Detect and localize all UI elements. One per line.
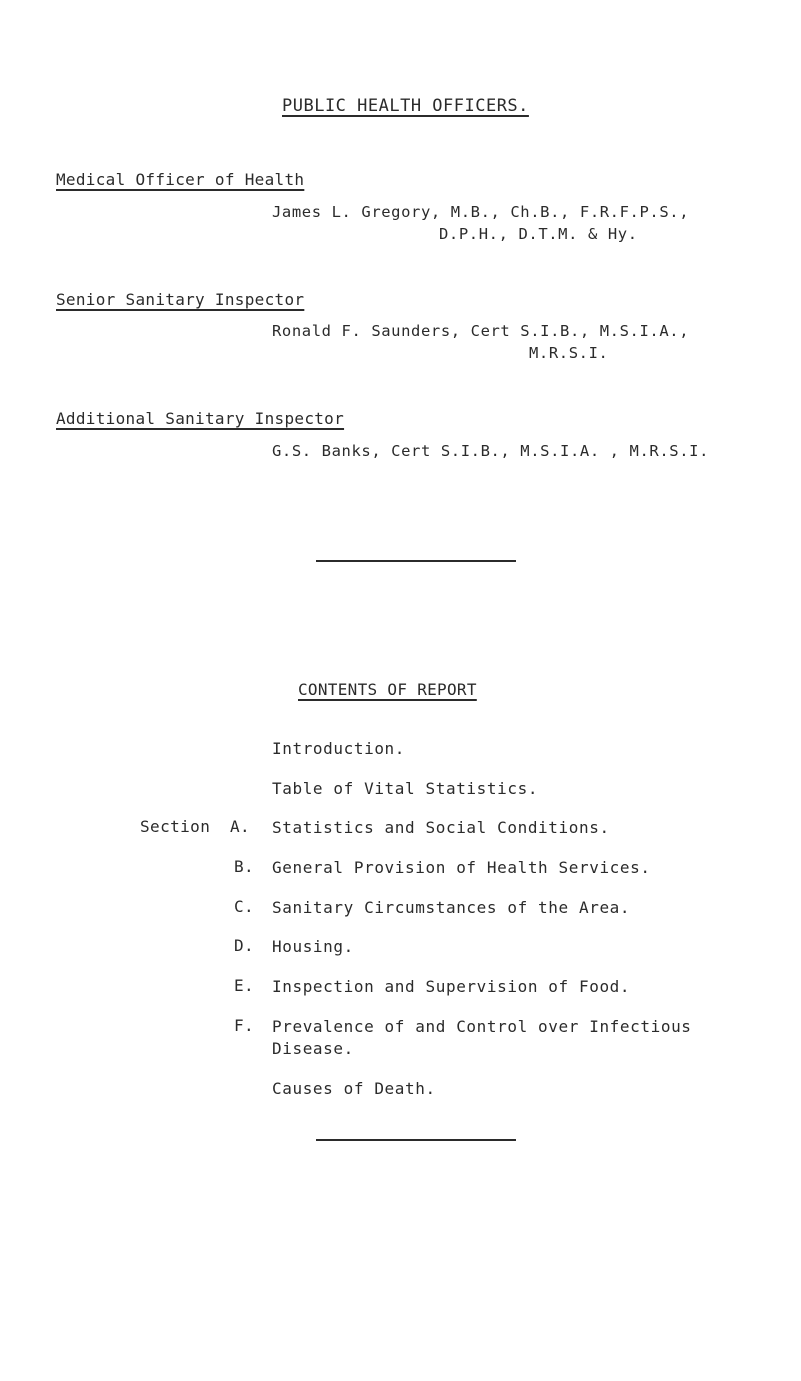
officer-role-additional-inspector: Additional Sanitary Inspector: [56, 409, 345, 428]
contents-item-e: Inspection and Supervision of Food.: [272, 977, 631, 996]
officer-name-medical-line2: D.P.H., D.T.M. & Hy.: [439, 225, 638, 243]
contents-label-b: B.: [234, 857, 255, 876]
officer-name-senior-line1: Ronald F. Saunders, Cert S.I.B., M.S.I.A.,: [272, 322, 690, 340]
officer-name-senior-line2: M.R.S.I.: [529, 344, 609, 362]
contents-label-e: E.: [234, 976, 255, 995]
contents-label-d: D.: [234, 936, 255, 955]
contents-item-b: General Provision of Health Services.: [272, 858, 651, 877]
contents-item-introduction: Introduction.: [272, 739, 406, 758]
contents-label-c: C.: [234, 897, 255, 916]
contents-label-f: F.: [234, 1016, 255, 1035]
contents-item-d: Housing.: [272, 937, 354, 956]
contents-item-f-line1: Prevalence of and Control over Infectious: [272, 1017, 692, 1036]
contents-item-a: Statistics and Social Conditions.: [272, 818, 610, 837]
section-divider: [316, 560, 516, 562]
contents-title: CONTENTS OF REPORT: [298, 680, 477, 699]
contents-section-word: Section: [140, 817, 211, 836]
contents-label-a: A.: [230, 817, 251, 836]
officer-name-medical-line1: James L. Gregory, M.B., Ch.B., F.R.F.P.S.,: [272, 203, 690, 221]
contents-item-causes-of-death: Causes of Death.: [272, 1079, 436, 1098]
contents-item-f-line2: Disease.: [272, 1039, 354, 1058]
bottom-divider: [316, 1139, 516, 1141]
contents-item-vital-statistics: Table of Vital Statistics.: [272, 779, 539, 798]
page-title: PUBLIC HEALTH OFFICERS.: [282, 96, 529, 116]
officer-name-additional: G.S. Banks, Cert S.I.B., M.S.I.A. , M.R.S.I.: [272, 442, 709, 460]
officer-role-senior-inspector: Senior Sanitary Inspector: [56, 290, 305, 309]
officer-role-medical: Medical Officer of Health: [56, 170, 305, 189]
contents-item-c: Sanitary Circumstances of the Area.: [272, 898, 631, 917]
